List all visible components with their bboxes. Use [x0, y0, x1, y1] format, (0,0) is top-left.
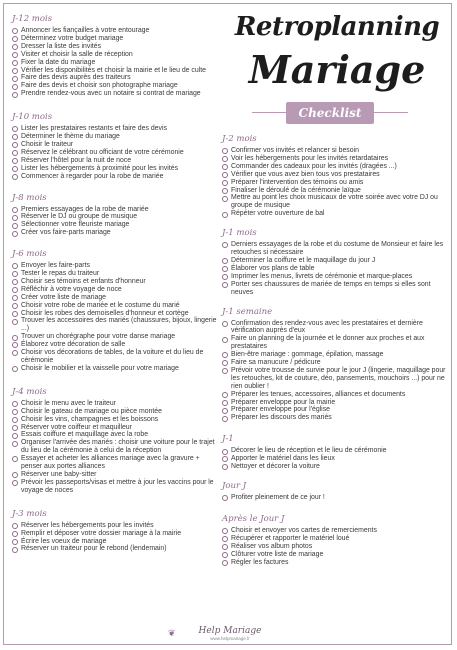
checklist-item-text: Choisir le traiteur [21, 140, 74, 148]
checklist-item [222, 559, 450, 567]
checkbox-circle-icon[interactable] [12, 158, 18, 164]
checklist-item-text: Faire des devis auprès des traiteurs [21, 74, 131, 82]
checklist-item [12, 538, 220, 546]
checkbox-circle-icon[interactable] [12, 84, 18, 90]
checkbox-circle-icon[interactable] [12, 271, 18, 277]
checklist-item [12, 229, 220, 237]
checkbox-circle-icon[interactable] [12, 44, 18, 50]
checklist-item [222, 351, 450, 359]
checkbox-circle-icon[interactable] [222, 321, 228, 327]
checklist-item [12, 341, 220, 349]
checkbox-circle-icon[interactable] [222, 352, 228, 358]
checklist [12, 400, 220, 495]
checklist-item-text: Lister les hébergements à proximité pour les invités [21, 164, 179, 172]
checkbox-circle-icon[interactable] [12, 279, 18, 285]
checklist-item [12, 416, 220, 424]
checkbox-circle-icon[interactable] [222, 495, 228, 501]
section [222, 514, 450, 567]
section-title: J-12 mois [12, 14, 53, 24]
checklist-badge: Checklist [298, 106, 362, 120]
checklist-item-text: Récupérer et rapporter le matériel loué [231, 534, 350, 542]
checklist-item [12, 278, 220, 286]
banner-line-left [252, 112, 286, 113]
checkbox-circle-icon[interactable] [12, 539, 18, 545]
checklist-item [222, 171, 450, 179]
checklist-item [12, 221, 220, 229]
checkbox-circle-icon[interactable] [222, 536, 228, 542]
checkbox-circle-icon[interactable] [12, 215, 18, 221]
checklist-item [12, 400, 220, 408]
checklist-item [12, 424, 220, 432]
checklist-item [12, 317, 220, 333]
section [222, 481, 450, 502]
checklist-banner [286, 102, 374, 124]
checkbox-circle-icon[interactable] [12, 223, 18, 229]
section-title: J-10 mois [12, 112, 53, 123]
checklist-item-text: Décorer le lieu de réception et le lieu de cérémonie [231, 447, 387, 455]
section [222, 434, 450, 471]
checklist-item [12, 522, 220, 530]
checkbox-circle-icon[interactable] [12, 441, 18, 447]
checklist-item-text: Déterminez votre budget mariage [21, 34, 124, 42]
checklist-item-text: Créer votre liste de mariage [21, 293, 107, 301]
checklist [12, 206, 220, 238]
checklist-item-text: Imprimer les menus, livrets de cérémonie et marque-places [231, 272, 413, 280]
checklist-item-text: Confirmation des rendez-vous avec les prestataires et dernière vérification auprès d'eux [231, 319, 423, 335]
checkbox-circle-icon[interactable] [12, 350, 18, 356]
checkbox-circle-icon[interactable] [12, 319, 18, 325]
checklist-item-text: Choisir les vins, champagnes et les boissons [21, 415, 159, 423]
checklist-item-text: Profiter pleinement de ce jour ! [231, 494, 325, 501]
checklist-item [12, 51, 220, 59]
checklist-item-text: Faire des devis et choisir son photographe mariage [21, 82, 178, 90]
checklist-item-text: Préparer l'intervention des témoins ou amis [231, 178, 364, 186]
checklist-item [222, 257, 450, 265]
checklist-item-text: Vérifier les disponibilités et choisir la mairie et le lieu de culte [21, 66, 206, 74]
section-title: J-1 semaine [222, 306, 273, 317]
checklist-item-text: Créer vos faire-parts mariage [21, 229, 111, 237]
checkbox-circle-icon[interactable] [12, 263, 18, 269]
footer-url: www.helpmariage.fr [210, 636, 250, 641]
checkbox-circle-icon[interactable] [12, 166, 18, 172]
checkbox-circle-icon[interactable] [222, 188, 228, 194]
checklist-item [12, 165, 220, 173]
checklist-item-text: Fixer la date du mariage [21, 58, 96, 66]
checkbox-circle-icon[interactable] [12, 472, 18, 478]
checklist [222, 241, 450, 296]
checklist-item-text: Réserver le DJ ou groupe de musique [21, 213, 138, 221]
checkbox-circle-icon[interactable] [12, 366, 18, 372]
right-column [222, 134, 450, 566]
checklist-item-text: Choisir ses témoins et enfants d'honneur [21, 277, 146, 285]
checklist-item [12, 173, 220, 181]
checkbox-circle-icon[interactable] [12, 295, 18, 301]
checklist-item-text: Tester le repas du traiteur [21, 270, 100, 278]
checklist-item [12, 455, 220, 471]
checklist-item [222, 147, 450, 155]
checklist-item-text: Organiser l'arrivée des mariés : choisir une voiture pour le trajet du lieu de la cérémonie à celui de la réception [21, 439, 215, 455]
checkbox-circle-icon[interactable] [222, 544, 228, 550]
checkbox-circle-icon[interactable] [222, 400, 228, 406]
checklist-item-text: Déterminer la coiffure et le maquillage du jour J [231, 256, 376, 264]
checkbox-circle-icon[interactable] [12, 36, 18, 42]
checklist-item [222, 194, 450, 210]
checklist-item-text: Réserver une baby-sitter [21, 470, 97, 478]
checklist-item-text: Vérifier que vous avez bien tous vos prestataires [231, 170, 380, 178]
checklist-item-text: Finaliser le déroulé de la cérémonie laïque [231, 186, 361, 194]
section-title: Après le Jour J [222, 513, 285, 524]
checklist-item-text: Sélectionner votre fleuriste mariage [21, 221, 130, 229]
checklist-item-text: Prendre rendez-vous avec un notaire si contrat de mariage [21, 90, 201, 98]
checklist [12, 125, 220, 180]
checkbox-circle-icon[interactable] [12, 311, 18, 317]
checklist-item [12, 74, 220, 82]
checkbox-circle-icon[interactable] [12, 174, 18, 180]
checkbox-circle-icon[interactable] [222, 449, 228, 455]
checklist-item-text: Choisir votre robe de mariée et le costume du marié [21, 301, 180, 309]
checklist-item [12, 408, 220, 416]
banner-line-right [374, 112, 408, 113]
checkbox-circle-icon[interactable] [12, 417, 18, 423]
checklist-item [222, 210, 450, 218]
checklist-item [12, 27, 220, 35]
checkbox-circle-icon[interactable] [12, 207, 18, 213]
checkbox-circle-icon[interactable] [222, 156, 228, 162]
checkbox-circle-icon[interactable] [12, 401, 18, 407]
section-title: J-2 mois [222, 134, 257, 144]
checklist-item-text: Déterminer le thème du mariage [21, 133, 120, 141]
checklist-item [12, 141, 220, 149]
checklist-item [222, 494, 450, 502]
section-title: Jour J [222, 481, 247, 491]
checklist-item [12, 310, 220, 318]
checklist-item [12, 471, 220, 479]
checkbox-circle-icon[interactable] [12, 76, 18, 82]
checklist-item-text: Choisir vos décorations de tables, de la voiture et du lieu de cérémonie [21, 349, 204, 364]
checklist-item-text: Réserver les hébergements pour les invités [21, 521, 154, 529]
page-title-line2: Mariage [248, 47, 426, 92]
checklist [222, 527, 450, 567]
checkbox-circle-icon[interactable] [222, 180, 228, 186]
checklist [222, 320, 450, 423]
checklist-item-text: Annoncer les fiançailles à votre entourage [21, 27, 150, 34]
checklist-item-text: Premiers essayages de la robe de mariée [21, 205, 149, 213]
checkbox-circle-icon[interactable] [12, 425, 18, 431]
checklist-item-text: Réserver un traiteur pour le rebond (lendemain) [21, 545, 167, 553]
checkbox-circle-icon[interactable] [12, 547, 18, 553]
checklist-item-text: Répéter votre ouverture de bal [231, 210, 325, 218]
checklist-item-text: Préparer les discours des mariés [231, 414, 332, 422]
checkbox-circle-icon[interactable] [222, 258, 228, 264]
checklist-item [12, 149, 220, 157]
checkbox-circle-icon[interactable] [222, 337, 228, 343]
checklist-item [222, 447, 450, 455]
checklist-item-text: Mettre au point les choix musicaux de votre soirée avec votre DJ ou groupe de musique [231, 194, 438, 210]
section [12, 509, 220, 554]
checklist-item-text: Choisir et envoyer vos cartes de remerciements [231, 526, 377, 534]
checklist-item [222, 265, 450, 273]
checkbox-circle-icon[interactable] [222, 172, 228, 178]
section-title: J-6 mois [12, 249, 47, 260]
checklist-item-text: Commencer à regarder pour la robe de mariée [21, 172, 164, 180]
checkbox-circle-icon[interactable] [12, 433, 18, 439]
checklist-item-text: Voir les hébergements pour les invités retardataires [231, 154, 389, 162]
checklist-item [12, 67, 220, 75]
footer-brand: Help Mariage [198, 626, 262, 636]
section-title: J-3 mois [12, 508, 47, 519]
checklist-item-text: Trouver les accessoires des mariés (chaussures, bijoux, lingerie ...) [21, 317, 217, 333]
checklist-item-text: Trouver un chorégraphe pour votre danse mariage [21, 333, 176, 341]
checkbox-circle-icon[interactable] [222, 274, 228, 280]
checklist-item [222, 179, 450, 187]
checkbox-circle-icon[interactable] [222, 266, 228, 272]
checkbox-circle-icon[interactable] [12, 335, 18, 341]
checklist-item-text: Essais coiffure et maquillage avec la robe [21, 431, 149, 439]
checklist-item [222, 406, 450, 414]
checkbox-circle-icon[interactable] [12, 480, 18, 486]
section-title: J-8 mois [12, 192, 47, 203]
checklist-item [222, 281, 450, 297]
section [12, 387, 220, 495]
checklist-item-text: Faire un planning de la journée et le donner aux proches et aux prestataires [231, 335, 425, 351]
checklist-item-text: Porter ses chaussures de mariée de temps en temps si elles sont neuves [231, 280, 431, 296]
checkbox-circle-icon[interactable] [12, 150, 18, 156]
checkbox-circle-icon[interactable] [12, 231, 18, 237]
checklist-item [12, 35, 220, 43]
checkbox-circle-icon[interactable] [12, 142, 18, 148]
checklist-item [222, 241, 450, 257]
checkbox-circle-icon[interactable] [222, 242, 228, 248]
checklist-item [12, 439, 220, 455]
checklist-item [222, 391, 450, 399]
checklist-item [12, 213, 220, 221]
checklist-item-text: Remplir et déposer votre dossier mariage à la mairie [21, 529, 182, 537]
checklist-item-text: Écrire les voeux de mariage [21, 537, 107, 545]
checklist-item-text: Prévoir les passeports/visas et mettre à jour les vaccins pour le voyage de noces [21, 478, 214, 494]
checklist-item [12, 302, 220, 310]
checklist-item-text: Nettoyer et décorer la voiture [231, 463, 320, 471]
checklist-item [12, 286, 220, 294]
checklist [222, 447, 450, 471]
checklist-item-text: Choisir le mobilier et la vaisselle pour votre mariage [21, 364, 179, 372]
checklist-item-text: Élaborez votre décoration de salle [21, 341, 126, 349]
checklist-item [12, 82, 220, 90]
checklist-item [12, 479, 220, 495]
checklist-item-text: Prévoir votre trousse de survie pour le jour J (lingerie, maquillage pour les retouches, kit de couture, déo, pansements, mouchoirs ...) pour ne rien oublier ! [231, 366, 446, 390]
checklist-item [222, 543, 450, 551]
section [222, 228, 450, 296]
checkbox-circle-icon[interactable] [12, 409, 18, 415]
checklist [12, 522, 220, 554]
checkbox-circle-icon[interactable] [222, 528, 228, 534]
checklist-item-text: Choisir le gateau de mariage ou pièce montée [21, 407, 162, 415]
footer [180, 626, 280, 642]
checklist-item-text: Préparer enveloppe pour la mairie [231, 398, 336, 406]
section [12, 14, 220, 98]
checkbox-circle-icon[interactable] [12, 68, 18, 74]
checklist-item-text: Visiter et choisir la salle de réception [21, 50, 133, 58]
checklist [12, 262, 220, 373]
section-title: J-1 [222, 434, 234, 445]
checklist [12, 27, 220, 98]
checklist-item-text: Derniers essayages de la robe et du costume de Monsieur et faire les retouches si nécessaire [231, 241, 444, 257]
checklist-item [222, 320, 450, 336]
checkbox-circle-icon[interactable] [222, 212, 228, 218]
checklist-item-text: Clôturer votre liste de mariage [231, 550, 324, 558]
checkbox-circle-icon[interactable] [222, 196, 228, 202]
checklist-item [222, 187, 450, 195]
checkbox-circle-icon[interactable] [222, 360, 228, 366]
checklist-item [222, 359, 450, 367]
checklist-item-text: Commander des cadeaux pour les invités (dragées ...) [231, 162, 397, 170]
checkbox-circle-icon[interactable] [222, 282, 228, 288]
checklist-item [12, 333, 220, 341]
checklist-item [222, 414, 450, 422]
checkbox-circle-icon[interactable] [222, 552, 228, 558]
checklist-item [222, 335, 450, 351]
checklist-item-text: Réfléchir à votre voyage de noce [21, 285, 122, 293]
checkbox-circle-icon[interactable] [222, 148, 228, 154]
checklist-item [12, 262, 220, 270]
checklist-item-text: Réserver l'hôtel pour la nuit de noce [21, 156, 132, 164]
checklist-item [222, 527, 450, 535]
section-title: J-1 mois [222, 228, 257, 239]
page-title-line1: Retroplanning [234, 12, 440, 42]
section [222, 134, 450, 218]
checklist-item-text: Élaborer vos plans de table [231, 264, 315, 272]
checklist-item [12, 545, 220, 553]
checklist-item [12, 157, 220, 165]
checklist-item [222, 399, 450, 407]
checklist-item [12, 431, 220, 439]
checklist-item-text: Réaliser vos album photos [231, 542, 313, 550]
checklist [222, 147, 450, 218]
section [12, 249, 220, 373]
checklist-item [222, 535, 450, 543]
checklist-item-text: Confirmer vos invités et relancer si besoin [231, 147, 359, 154]
checklist-item [12, 206, 220, 214]
checkbox-circle-icon[interactable] [222, 560, 228, 566]
checklist-item-text: Essayer et acheter les alliances mariage avec la gravure + penser aux portes alliances [21, 455, 200, 471]
checkbox-circle-icon[interactable] [12, 92, 18, 98]
checklist-item [222, 551, 450, 559]
checklist-item [12, 90, 220, 98]
checkbox-circle-icon[interactable] [222, 164, 228, 170]
checklist-item-text: Apporter le matériel dans les lieux [231, 455, 335, 463]
checklist-item-text: Régler les factures [231, 558, 289, 566]
checklist-item-text: Bien-être mariage : gommage, épilation, massage [231, 351, 384, 359]
checkbox-circle-icon[interactable] [12, 531, 18, 537]
checkbox-circle-icon[interactable] [222, 464, 228, 470]
checkbox-circle-icon[interactable] [12, 52, 18, 58]
checkbox-circle-icon[interactable] [12, 456, 18, 462]
checkbox-circle-icon[interactable] [12, 126, 18, 132]
checklist-item [222, 463, 450, 471]
checklist-item [12, 270, 220, 278]
checklist [222, 494, 450, 502]
section [12, 193, 220, 238]
checklist-item [222, 367, 450, 391]
checklist-item [222, 163, 450, 171]
checklist-item-text: Faire sa manucure / pédicure [231, 359, 321, 367]
checklist-item-text: Envoyer les faire-parts [21, 262, 90, 270]
checklist-item [12, 133, 220, 141]
checkbox-circle-icon[interactable] [222, 392, 228, 398]
section [222, 307, 450, 423]
checklist-item [12, 59, 220, 67]
checkbox-circle-icon[interactable] [12, 28, 18, 34]
checklist-item [12, 349, 220, 365]
checkbox-circle-icon[interactable] [12, 303, 18, 309]
checkbox-circle-icon[interactable] [222, 408, 228, 414]
checkbox-circle-icon[interactable] [12, 523, 18, 529]
checklist-item [222, 455, 450, 463]
checklist-item-text: Choisir les robes des demoiselles d'honneur et cortège [21, 309, 189, 317]
checklist-item [12, 125, 220, 133]
checkbox-circle-icon[interactable] [222, 368, 228, 374]
checklist-item-text: Préparer les tenues, accessoires, alliances et documents [231, 390, 406, 398]
checklist-item [222, 273, 450, 281]
checkbox-circle-icon[interactable] [222, 456, 228, 462]
checklist-item [12, 294, 220, 302]
checklist-item [12, 365, 220, 373]
checkbox-circle-icon[interactable] [222, 416, 228, 422]
leaf-icon: ❦ [168, 628, 176, 638]
checkbox-circle-icon[interactable] [12, 60, 18, 66]
checkbox-circle-icon[interactable] [12, 134, 18, 140]
checklist-item [12, 43, 220, 51]
checklist-item-text: Préparer enveloppe pour l'église [231, 406, 330, 414]
checklist-item-text: Réservez le célébrant ou officiant de votre cérémonie [21, 148, 184, 156]
checklist-item-text: Choisir le menu avec le traiteur [21, 399, 116, 407]
checklist-item [12, 530, 220, 538]
checkbox-circle-icon[interactable] [12, 342, 18, 348]
section-title: J-4 mois [12, 386, 47, 397]
checkbox-circle-icon[interactable] [12, 287, 18, 293]
checklist-item-text: Lister les prestataires restants et faire des devis [21, 125, 167, 133]
section [12, 112, 220, 180]
checklist-item-text: Dresser la liste des invités [21, 42, 102, 50]
checklist-item-text: Réserver votre coiffeur et maquilleur [21, 423, 132, 431]
left-column [12, 14, 220, 553]
checklist-item [222, 155, 450, 163]
